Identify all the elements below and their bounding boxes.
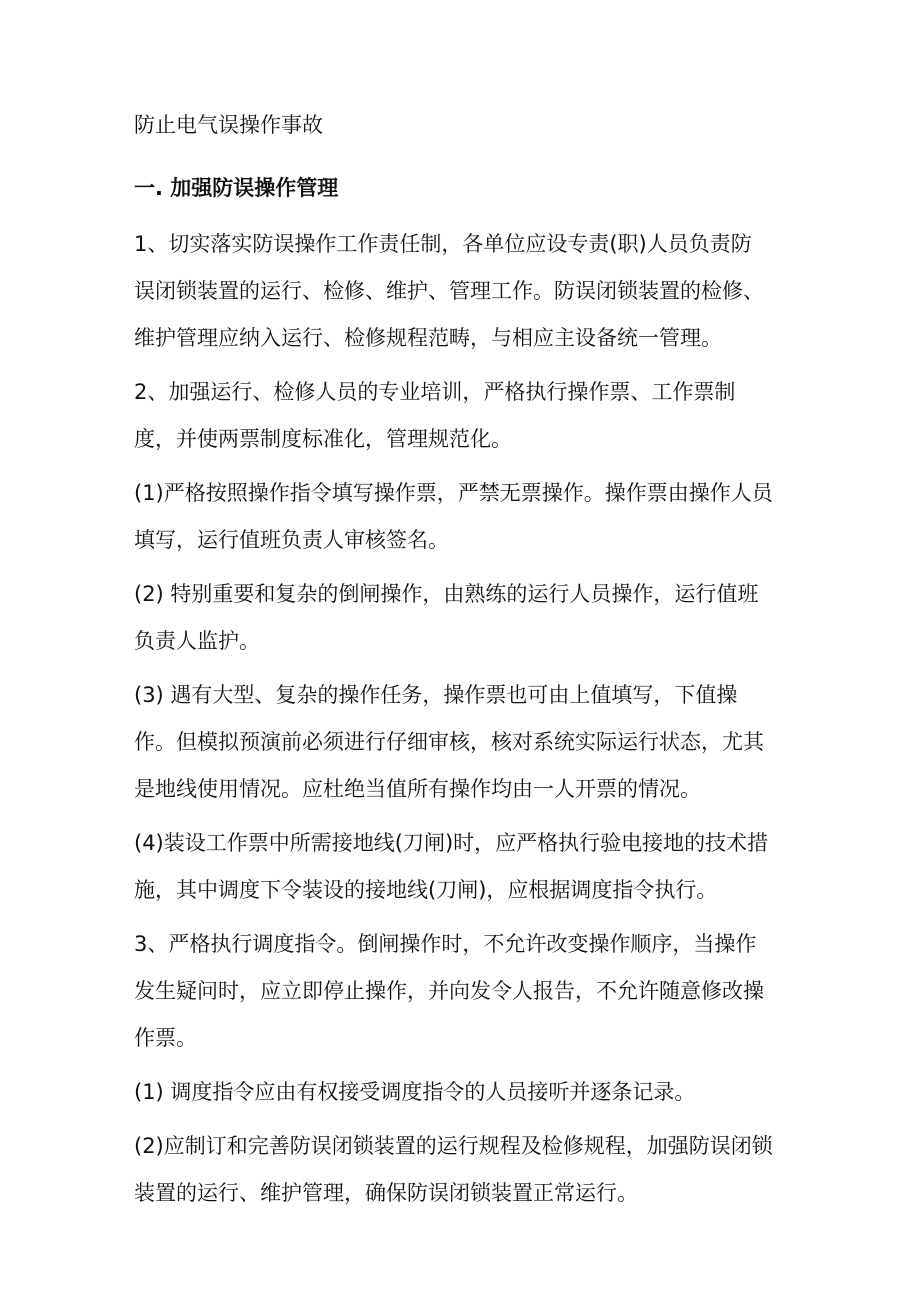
text-line: 发生疑问时，应立即停止操作，并向发令人报告，不允许随意修改操 <box>134 979 764 1003</box>
text-line: (1) 调度指令应由有权接受调度指令的人员接听并逐条记录。 <box>134 1080 696 1104</box>
document-title: 防止电气误操作事故 <box>134 113 323 137</box>
paragraph <box>134 1069 794 1116</box>
text-line: 1、切实落实防误操作工作责任制，各单位应设专责(职)人员负责防 <box>134 232 752 256</box>
paragraph <box>134 369 794 463</box>
text-line: 作。但模拟预演前必须进行仔细审核，核对系统实际运行状态，尤其 <box>134 730 764 754</box>
paragraph <box>134 1123 794 1217</box>
paragraph <box>134 221 794 362</box>
text-line: (2)应制订和完善防误闭锁装置的运行规程及检修规程，加强防误闭锁 <box>134 1134 773 1158</box>
paragraph <box>134 672 794 813</box>
paragraph <box>134 921 794 1062</box>
text-line: 施，其中调度下令装设的接地线(刀闸)，应根据调度指令执行。 <box>134 878 718 902</box>
text-line: 装置的运行、维护管理，确保防误闭锁装置正常运行。 <box>134 1181 638 1205</box>
text-line: 2、加强运行、检修人员的专业培训，严格执行操作票、工作票制 <box>134 380 736 404</box>
text-line: (4)装设工作票中所需接地线(刀闸)时，应严格执行验电接地的技术措 <box>134 831 769 855</box>
text-line: 误闭锁装置的运行、检修、维护、管理工作。防误闭锁装置的检修、 <box>134 279 764 303</box>
paragraph <box>134 470 794 564</box>
section-heading: 一. 加强防误操作管理 <box>134 176 339 200</box>
paragraph <box>134 820 794 914</box>
document-body <box>134 221 794 1224</box>
text-line: 3、严格执行调度指令。倒闸操作时，不允许改变操作顺序，当操作 <box>134 932 757 956</box>
text-line: 维护管理应纳入运行、检修规程范畴，与相应主设备统一管理。 <box>134 326 722 350</box>
text-line: (1)严格按照操作指令填写操作票，严禁无票操作。操作票由操作人员 <box>134 481 773 505</box>
text-line: (3) 遇有大型、复杂的操作任务，操作票也可由上值填写，下值操 <box>134 683 738 707</box>
paragraph <box>134 571 794 665</box>
text-line: (2) 特别重要和复杂的倒闸操作，由熟练的运行人员操作，运行值班 <box>134 582 759 606</box>
text-line: 作票。 <box>134 1026 197 1050</box>
text-line: 度，并使两票制度标准化，管理规范化。 <box>134 427 512 451</box>
text-line: 是地线使用情况。应杜绝当值所有操作均由一人开票的情况。 <box>134 777 701 801</box>
text-line: 填写，运行值班负责人审核签名。 <box>134 528 449 552</box>
text-line: 负责人监护。 <box>134 629 260 653</box>
